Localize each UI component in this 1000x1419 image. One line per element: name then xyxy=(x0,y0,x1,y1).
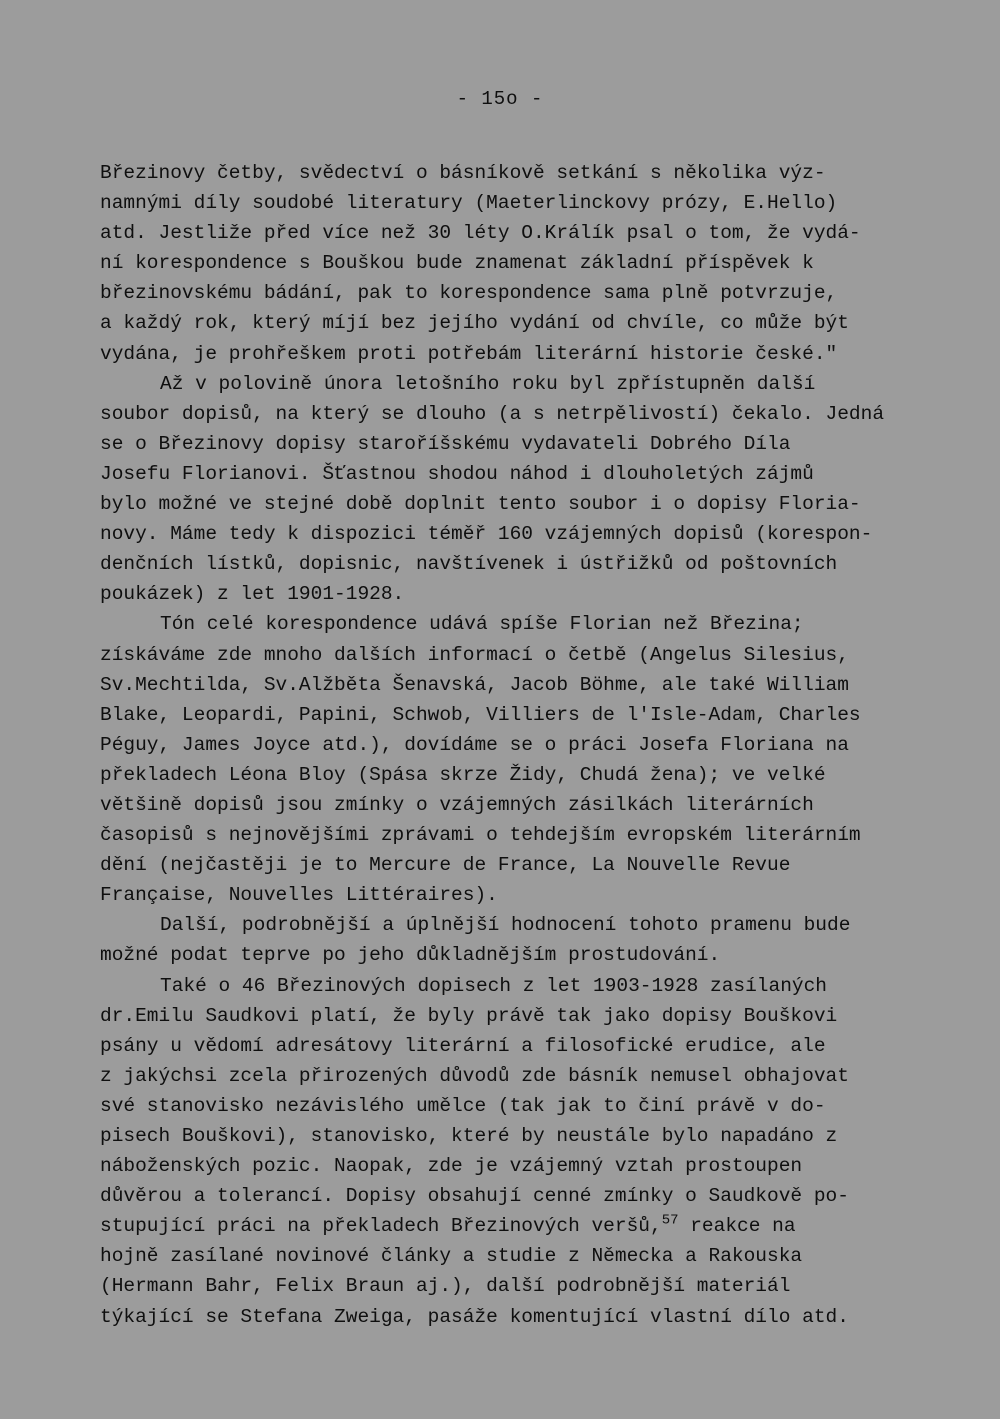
text-line-content: Blake, Leopardi, Papini, Schwob, Villiers de l'Isle-Adam, Charles xyxy=(100,703,861,726)
text-line xyxy=(100,820,920,850)
text-line-content: Tón celé korespondence udává spíše Florian než Březina; xyxy=(160,613,804,636)
text-line-content: Také o 46 Březinových dopisech z let 1903-1928 zasílaných xyxy=(160,974,828,997)
text-line xyxy=(100,1121,920,1151)
text-line-content: stupující práci na překladech Březinových veršů, xyxy=(100,1215,662,1238)
text-line xyxy=(100,940,920,970)
text-line xyxy=(100,1151,920,1181)
footnote-reference: 57 xyxy=(661,1212,679,1229)
text-line xyxy=(100,278,920,308)
text-line-content: hojně zasílané novinové články a studie z Německa a Rakouska xyxy=(100,1245,803,1268)
text-line-content: důvěrou a tolerancí. Dopisy obsahují cenné zmínky o Saudkově po- xyxy=(100,1185,849,1208)
text-line xyxy=(100,790,920,820)
text-line xyxy=(100,218,920,248)
text-line-content: dění (nejčastěji je to Mercure de France, La Nouvelle Revue xyxy=(100,854,791,877)
text-line xyxy=(100,609,920,639)
text-line xyxy=(100,971,920,1001)
text-line-content: vydána, je prohřeškem proti potřebám literární historie české." xyxy=(100,342,838,365)
text-line-content: náboženských pozic. Naopak, zde je vzájemný vztah prostoupen xyxy=(100,1155,803,1178)
text-line-content: (Hermann Bahr, Felix Braun aj.), další podrobnější materiál xyxy=(100,1275,791,1298)
text-line xyxy=(100,910,920,940)
text-line xyxy=(100,700,920,730)
text-line xyxy=(100,579,920,609)
text-line xyxy=(100,339,920,369)
text-line xyxy=(100,1091,920,1121)
text-line-content: Josefu Florianovi. Šťastnou shodou náhod i dlouholetých zájmů xyxy=(100,462,814,485)
text-line xyxy=(100,670,920,700)
text-line xyxy=(100,640,920,670)
text-line-content: své stanovisko nezávislého umělce (tak jak to činí právě v do- xyxy=(100,1094,826,1117)
text-line-content: dr.Emilu Saudkovi platí, že byly právě tak jako dopisy Bouškovi xyxy=(100,1004,838,1027)
text-line xyxy=(100,1302,920,1332)
text-line xyxy=(100,369,920,399)
text-line-content: březinovskému bádání, pak to korespondence sama plně potvrzuje, xyxy=(100,282,838,305)
text-line-content: časopisů s nejnovějšími zprávami o tehdejším evropském literárním xyxy=(100,824,861,847)
text-line-content: namnými díly soudobé literatury (Maeterlinckovy prózy, E.Hello) xyxy=(100,192,838,215)
text-line xyxy=(100,1241,920,1271)
text-line-content: překladech Léona Bloy (Spása skrze Židy, Chudá žena); ve velké xyxy=(100,763,826,786)
text-line-content: pisech Bouškovi), stanovisko, které by neustále bylo napadáno z xyxy=(100,1125,838,1147)
text-line xyxy=(100,399,920,429)
text-line-content: psány u vědomí adresátovy literární a filosofické erudice, ale xyxy=(100,1034,826,1057)
text-line-content: Další, podrobnější a úplnější hodnocení tohoto pramenu bude xyxy=(160,914,851,937)
text-line xyxy=(100,1001,920,1031)
text-line-content: získáváme zde mnoho dalších informací o četbě (Angelus Silesius, xyxy=(100,643,849,666)
text-line xyxy=(100,489,920,519)
text-line xyxy=(100,429,920,459)
text-line-content: Březinovy četby, svědectví o básníkově setkání s několika výz- xyxy=(100,162,826,184)
text-line-content: denčních lístků, dopisnic, navštívenek i ústřižků od poštovních xyxy=(100,553,838,576)
text-line-content: soubor dopisů, na který se dlouho (a s netrpělivostí) čekalo. Jedná xyxy=(100,402,885,425)
body-text xyxy=(100,158,920,1332)
text-line xyxy=(100,519,920,549)
text-line-content: Sv.Mechtilda, Sv.Alžběta Šenavská, Jacob Böhme, ale také William xyxy=(100,673,849,696)
text-line xyxy=(100,730,920,760)
text-line-content: týkající se Stefana Zweiga, pasáže komentující vlastní dílo atd. xyxy=(100,1305,849,1328)
text-line xyxy=(100,188,920,218)
text-line-content: poukázek) z let 1901-1928. xyxy=(100,583,405,606)
text-line-content: atd. Jestliže před více než 30 léty O.Králík psal o tom, že vydá- xyxy=(100,222,861,245)
text-line xyxy=(100,1031,920,1061)
text-line-content: ní korespondence s Bouškou bude znamenat základní příspěvek k xyxy=(100,252,814,275)
text-line-content: a každý rok, který míjí bez jejího vydání od chvíle, co může být xyxy=(100,312,849,335)
text-line-content: bylo možné ve stejné době doplnit tento soubor i o dopisy Floria- xyxy=(100,493,861,516)
text-line xyxy=(100,850,920,880)
text-line xyxy=(100,760,920,790)
text-line-content: možné podat teprve po jeho důkladnějším prostudování. xyxy=(100,944,721,967)
text-line-content: se o Březinovy dopisy staroříšskému vydavateli Dobrého Díla xyxy=(100,432,791,455)
text-line-content: Až v polovině února letošního roku byl zpřístupněn další xyxy=(160,372,816,395)
text-line xyxy=(100,158,920,188)
text-line xyxy=(100,549,920,579)
text-line-content: Péguy, James Joyce atd.), dovídáme se o práci Josefa Floriana na xyxy=(100,733,849,756)
text-line xyxy=(100,1271,920,1301)
text-line-content: novy. Máme tedy k dispozici téměř 160 vzájemných dopisů (korespon- xyxy=(100,523,873,546)
text-line xyxy=(100,459,920,489)
text-line xyxy=(100,1181,920,1211)
text-line xyxy=(100,1211,920,1241)
text-line-content: z jakýchsi zcela přirozených důvodů zde básník nemusel obhajovat xyxy=(100,1064,849,1087)
text-line-content: většině dopisů jsou zmínky o vzájemných zásilkách literárních xyxy=(100,793,814,816)
text-line xyxy=(100,880,920,910)
text-line-content: Française, Nouvelles Littéraires). xyxy=(100,884,498,907)
text-line xyxy=(100,308,920,338)
text-line xyxy=(100,1061,920,1091)
text-line-continuation: reakce na xyxy=(678,1215,796,1238)
page-number: - 15o - xyxy=(456,88,544,110)
text-line xyxy=(100,248,920,278)
